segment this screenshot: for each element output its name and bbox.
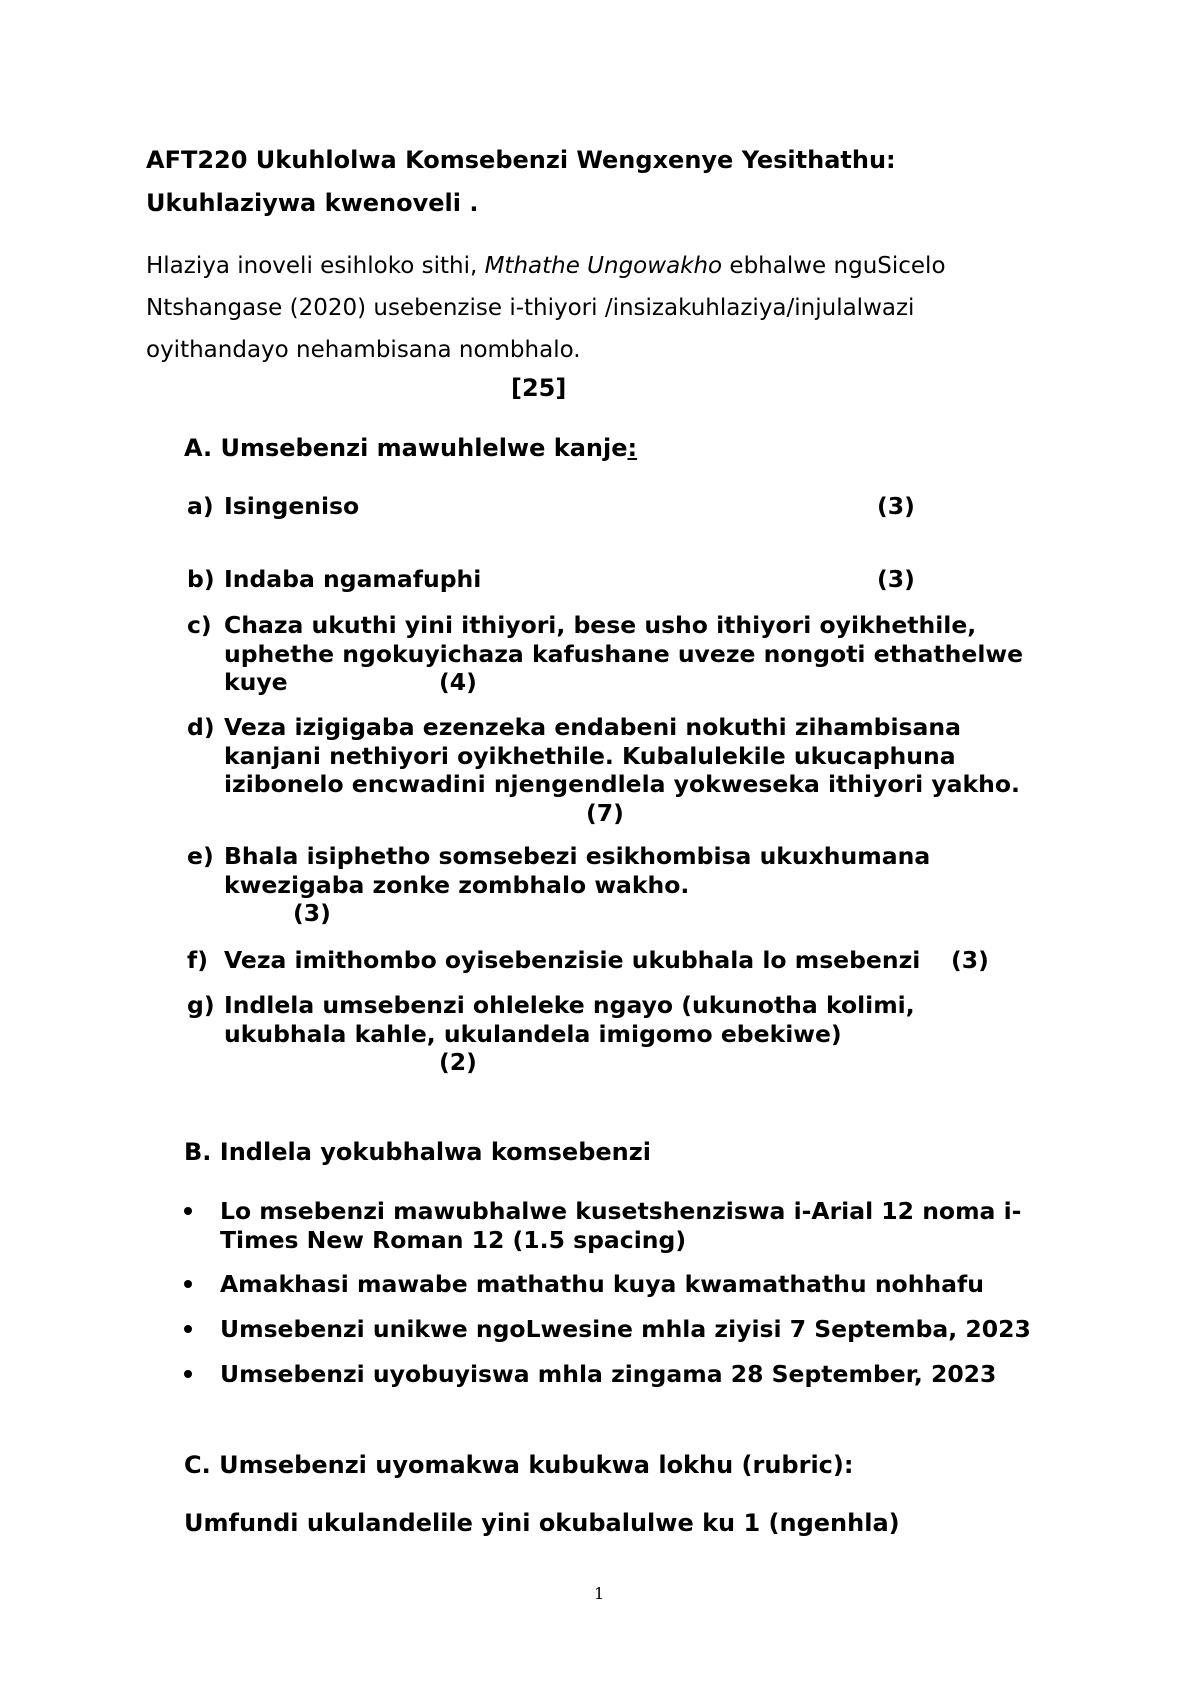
intro-text-cont: ebhalwe nguSicelo: [722, 253, 946, 279]
item-points: (3): [293, 899, 331, 927]
document-subtitle: Ukuhlaziywa kwenoveli .: [146, 189, 479, 217]
item-label: f): [187, 946, 208, 974]
item-text: Isingeniso: [224, 492, 360, 520]
section-b-heading: B. Indlela yokubhalwa komsebenzi: [184, 1138, 651, 1166]
page-number: 1: [594, 1584, 605, 1603]
intro-line-2: Ntshangase (2020) usebenzise i-thiyori /insizakuhlaziya/injulalwazi: [146, 295, 915, 321]
intro-paragraph: [146, 245, 1046, 371]
item-points: (3): [951, 946, 989, 974]
item-label: b): [187, 565, 215, 593]
item-label: g): [187, 991, 215, 1019]
document-title: AFT220 Ukuhlolwa Komsebenzi Wengxenye Yesithathu:: [146, 146, 896, 174]
bullet-icon: [184, 1207, 192, 1215]
item-points: (4): [439, 668, 477, 696]
section-a-heading: [184, 434, 637, 462]
section-a-heading-colon: :: [627, 434, 638, 462]
item-points: (3): [877, 492, 915, 520]
item-points: (3): [877, 565, 915, 593]
item-label: e): [187, 842, 214, 870]
bullet-text: Umsebenzi unikwe ngoLwesine mhla ziyisi 7 Septemba, 2023: [220, 1315, 1031, 1343]
section-c-subline: Umfundi ukulandelile yini okubalulwe ku 1 (ngenhla): [184, 1509, 900, 1537]
bullet-icon: [184, 1370, 192, 1378]
item-label: c): [187, 611, 212, 639]
item-label: a): [187, 492, 214, 520]
section-a-heading-text: A. Umsebenzi mawuhlelwe kanje: [184, 434, 628, 462]
item-text: Indaba ngamafuphi: [224, 565, 482, 593]
item-points: (2): [439, 1048, 477, 1076]
intro-text: Hlaziya inoveli esihloko sithi,: [146, 253, 485, 279]
section-c-heading: C. Umsebenzi uyomakwa kubukwa lokhu (rubric):: [184, 1451, 854, 1479]
item-text: Veza imithombo oyisebenzisie ukubhala lo msebenzi: [224, 946, 921, 974]
bullet-icon: [184, 1280, 192, 1288]
item-text: Chaza ukuthi yini ithiyori, bese usho ithiyori oyikhethile, uphethe ngokuyichaza kafushane uveze nongoti ethathelwe kuye: [224, 611, 1024, 696]
novel-title: Mthathe Ungowakho: [484, 253, 723, 279]
bullet-text: Umsebenzi uyobuyiswa mhla zingama 28 September, 2023: [220, 1360, 997, 1388]
item-text: Indlela umsebenzi ohleleke ngayo (ukunotha kolimi, ukubhala kahle, ukulandela imigomo ebekiwe): [224, 991, 915, 1048]
item-text: Veza izigigaba ezenzeka endabeni nokuthi zihambisana kanjani nethiyori oyikhethile. Kubalulekile ukucaphuna izibonelo encwadini njengendlela yokweseka ithiyori yakho.: [224, 713, 1020, 798]
intro-line-3: oyithandayo nehambisana nombhalo.: [146, 337, 581, 363]
item-text: Bhala isiphetho somsebezi esikhombisa ukuxhumana kwezigaba zonke zombhalo wakho.: [224, 842, 931, 899]
bullet-icon: [184, 1325, 192, 1333]
total-marks: [25]: [511, 374, 567, 402]
item-label: d): [187, 713, 215, 741]
bullet-text: Lo msebenzi mawubhalwe kusetshenziswa i-Arial 12 noma i-Times New Roman 12 (1.5 spacing): [220, 1197, 1022, 1254]
bullet-text: Amakhasi mawabe mathathu kuya kwamathathu nohhafu: [220, 1270, 984, 1298]
item-points: (7): [586, 799, 624, 827]
